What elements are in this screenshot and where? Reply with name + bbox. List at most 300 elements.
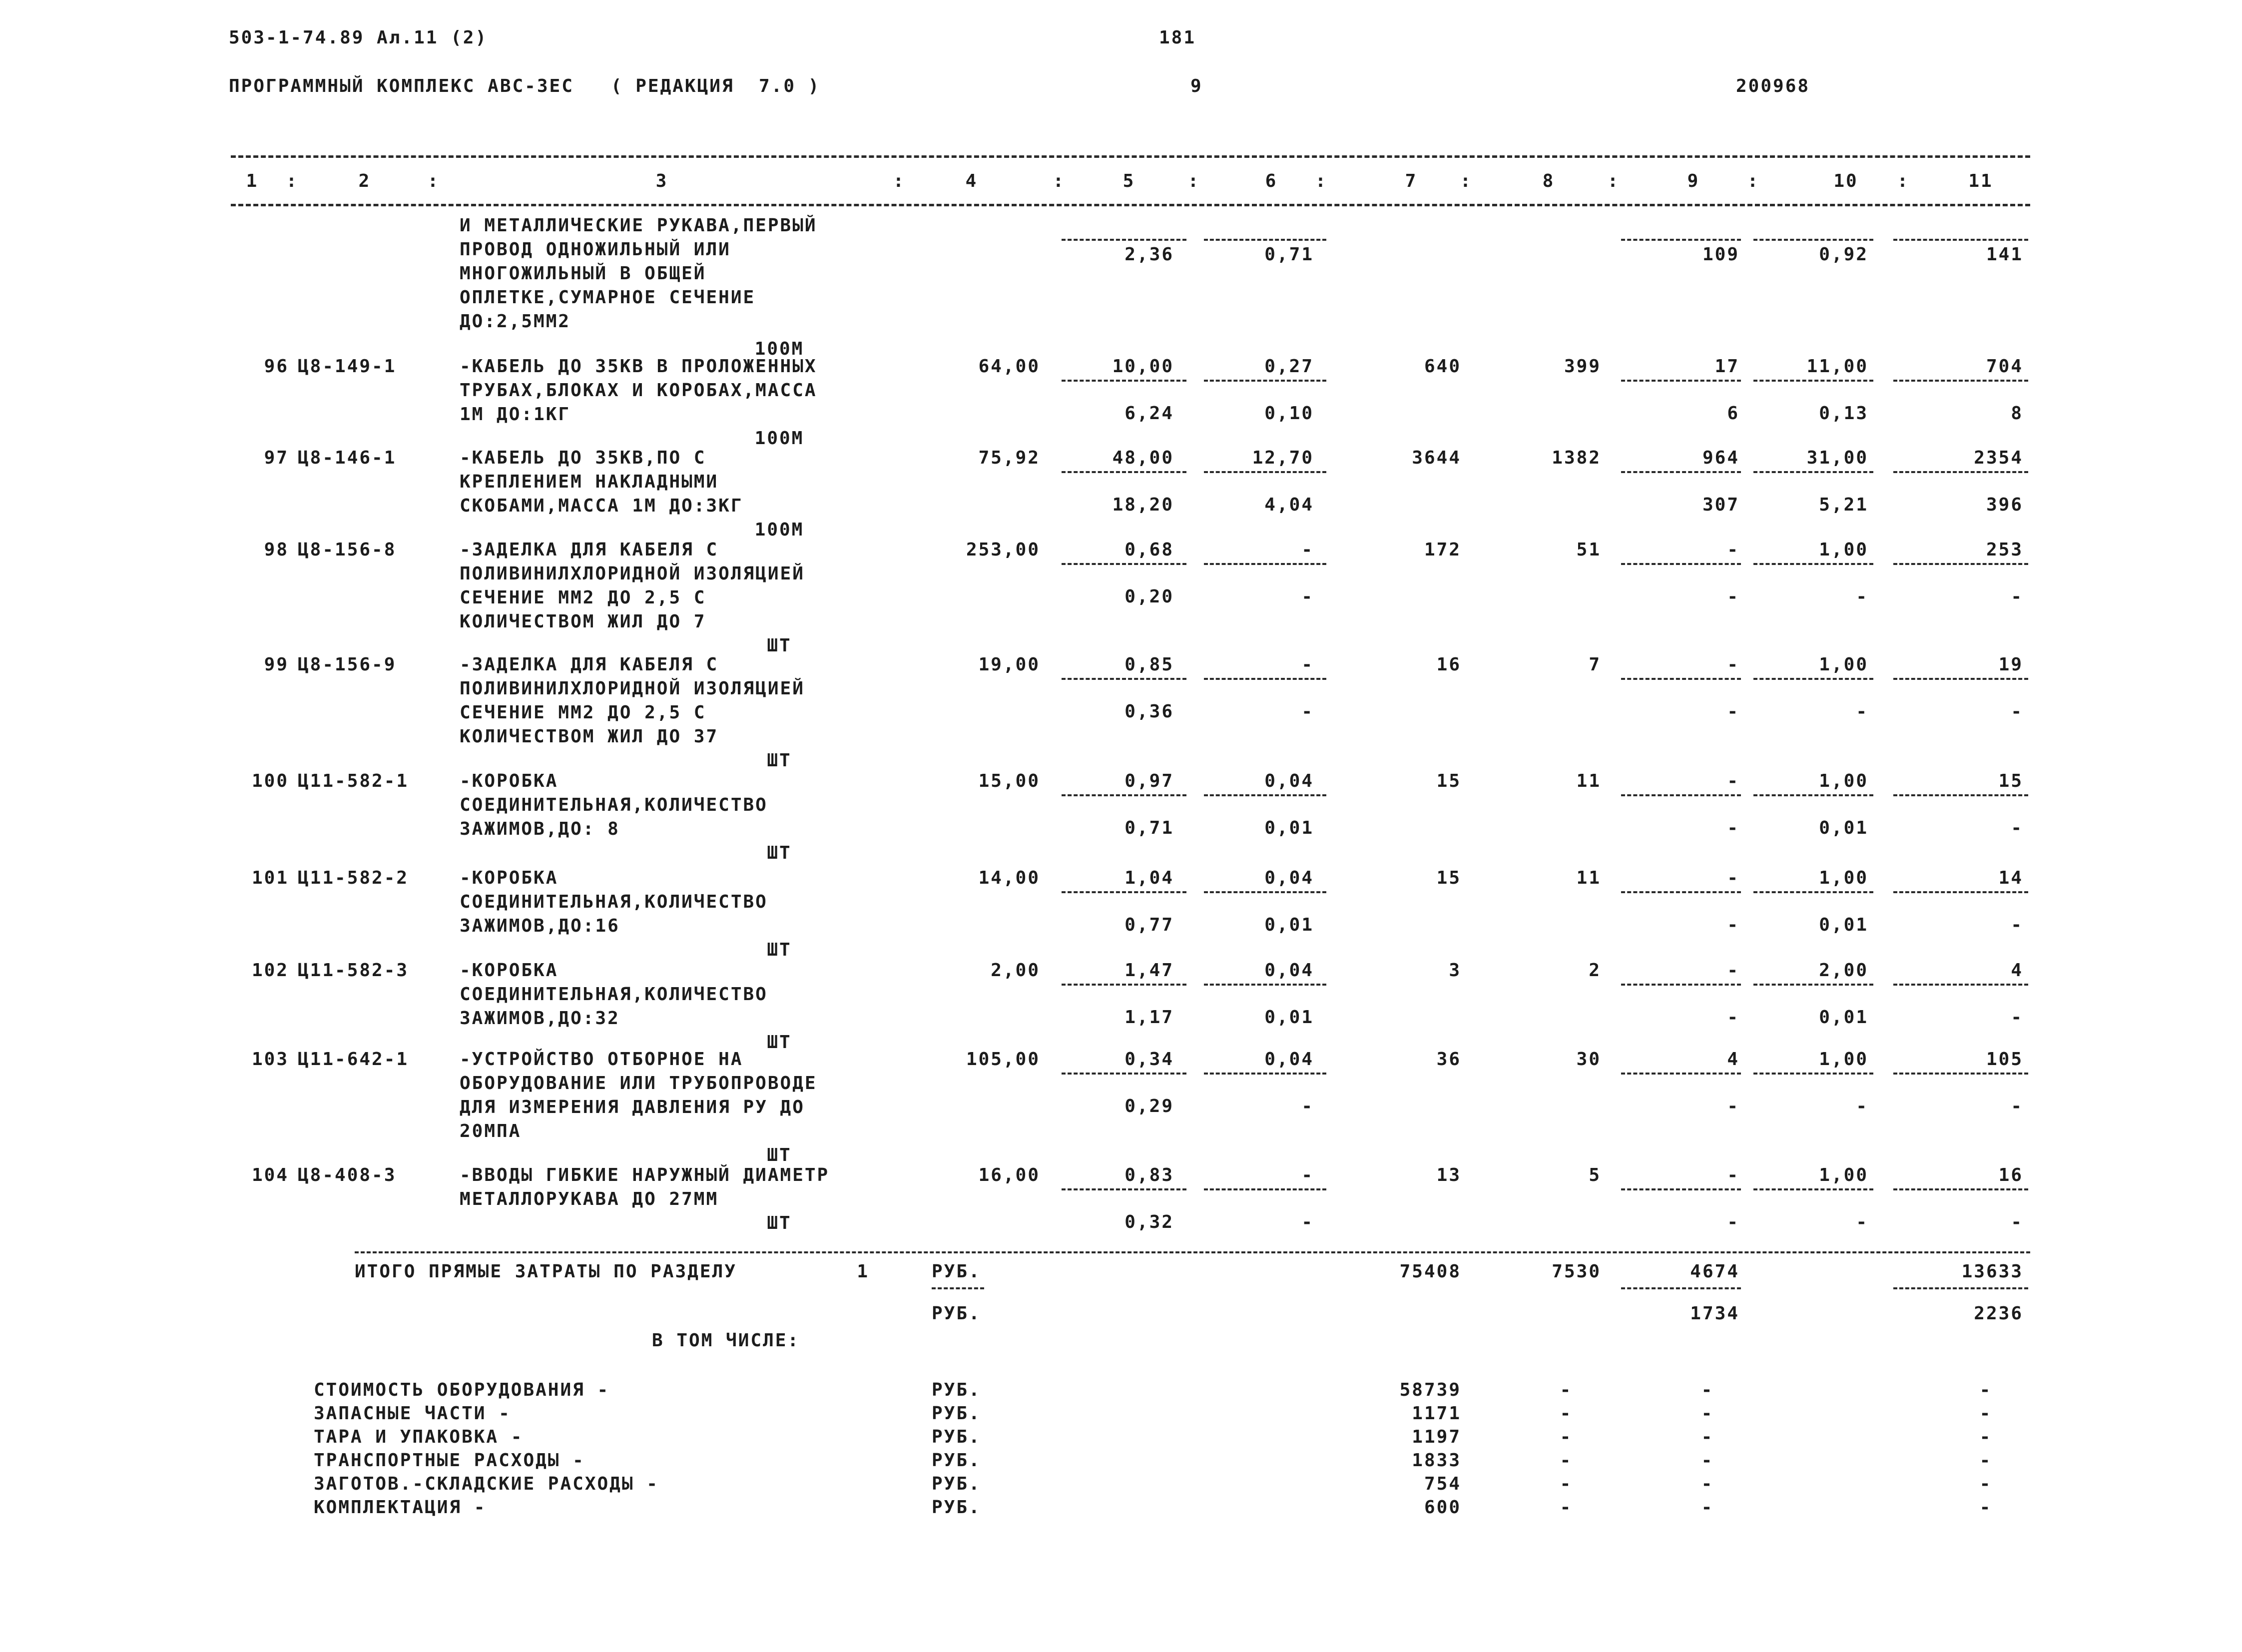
- value-col-10: 1,00: [1819, 654, 1868, 675]
- totals-unit-rule: [932, 1287, 984, 1289]
- section-bottom-rule: [355, 1251, 2030, 1253]
- value-col-6: 0,04: [1264, 960, 1314, 981]
- breakdown-label: СТОИМОСТЬ ОБОРУДОВАНИЯ -: [314, 1380, 610, 1400]
- subtotal-rule-col-10: [1753, 1073, 1873, 1075]
- column-separator: :: [1460, 171, 1473, 191]
- subtotal-rule-col-10: [1753, 678, 1873, 680]
- subtotal-rule-col-9: [1621, 794, 1741, 796]
- breakdown-col-11: -: [1979, 1450, 1992, 1471]
- breakdown-col-11: -: [1979, 1380, 1992, 1400]
- item-description-line: ПОЛИВИНИЛХЛОРИДНОЙ ИЗОЛЯЦИЕЙ: [460, 563, 805, 584]
- item-number: 100: [251, 771, 289, 791]
- value-col-10: 11,00: [1806, 356, 1868, 377]
- value-col-8: 2: [1589, 960, 1601, 981]
- value-col-9: -: [1727, 868, 1739, 888]
- value-col-11: 105: [1986, 1049, 2023, 1070]
- secondary-value-col-9: -: [1727, 586, 1739, 607]
- subtotal-rule-col-6: [1204, 563, 1326, 565]
- value-col-8: 51: [1576, 540, 1601, 560]
- unit-of-measure: ШТ: [767, 750, 792, 771]
- secondary-value-col-6: 0,10: [1264, 403, 1314, 424]
- subtotal-rule-col-5: [1062, 380, 1186, 382]
- value-col-8: 5: [1589, 1165, 1601, 1185]
- secondary-value-col-10: 0,92: [1819, 244, 1868, 265]
- secondary-value-col-10: 0,01: [1819, 1007, 1868, 1028]
- item-description-line: СОЕДИНИТЕЛЬНАЯ,КОЛИЧЕСТВО: [460, 795, 768, 815]
- value-col-11: 704: [1986, 356, 2023, 377]
- subtotal-rule-col-11: [1893, 1073, 2028, 1075]
- totals-col-8: 7530: [1552, 1261, 1601, 1282]
- breakdown-col-11: -: [1979, 1403, 1992, 1424]
- item-code: Ц8-146-1: [298, 448, 397, 468]
- column-separator: :: [1747, 171, 1760, 191]
- item-number: 103: [251, 1049, 289, 1070]
- secondary-value-col-6: 0,71: [1264, 244, 1314, 265]
- breakdown-label: КОМПЛЕКТАЦИЯ -: [314, 1497, 487, 1518]
- subtotal-rule-col-5: [1062, 891, 1186, 893]
- unit-of-measure: 100М: [754, 520, 804, 540]
- item-code: Ц8-149-1: [298, 356, 397, 377]
- subtotal-rule-col-10: [1753, 239, 1873, 241]
- column-number-11: 11: [1968, 171, 1993, 191]
- secondary-value-col-5: 0,20: [1124, 586, 1174, 607]
- value-col-4: 15,00: [978, 771, 1040, 791]
- secondary-value-col-5: 1,17: [1124, 1007, 1174, 1028]
- secondary-value-col-11: 396: [1986, 495, 2023, 515]
- including-title: В ТОМ ЧИСЛЕ:: [652, 1330, 800, 1351]
- value-col-6: 12,70: [1252, 448, 1314, 468]
- subtotal-rule-col-9: [1621, 891, 1741, 893]
- value-col-10: 1,00: [1819, 540, 1868, 560]
- secondary-value-col-9: -: [1727, 1007, 1739, 1028]
- value-col-4: 64,00: [978, 356, 1040, 377]
- secondary-value-col-9: 109: [1702, 244, 1739, 265]
- secondary-value-col-6: -: [1301, 1212, 1314, 1232]
- section-number: 9: [1190, 76, 1203, 96]
- secondary-value-col-6: -: [1301, 701, 1314, 722]
- breakdown-label: ЗАПАСНЫЕ ЧАСТИ -: [314, 1403, 511, 1424]
- item-description-line: -УСТРОЙСТВО ОТБОРНОЕ НА: [460, 1049, 743, 1070]
- column-number-8: 8: [1542, 171, 1555, 191]
- column-separator: :: [1897, 171, 1910, 191]
- value-col-7: 36: [1436, 1049, 1461, 1070]
- item-description-line: КОЛИЧЕСТВОМ ЖИЛ ДО 7: [460, 611, 706, 632]
- breakdown-col-11: -: [1979, 1474, 1992, 1494]
- breakdown-col-7: 58739: [1399, 1380, 1461, 1400]
- value-col-4: 2,00: [991, 960, 1040, 981]
- item-description-line: СЕЧЕНИЕ ММ2 ДО 2,5 С: [460, 702, 706, 723]
- item-number: 97: [264, 448, 289, 468]
- item-description-line: ЗАЖИМОВ,ДО:32: [460, 1008, 620, 1029]
- item-description-line: СЕЧЕНИЕ ММ2 ДО 2,5 С: [460, 587, 706, 608]
- secondary-value-col-10: 0,13: [1819, 403, 1868, 424]
- column-number-2: 2: [358, 171, 371, 191]
- secondary-value-col-10: 5,21: [1819, 495, 1868, 515]
- value-col-7: 172: [1424, 540, 1461, 560]
- subtotal-rule-col-5: [1062, 1188, 1186, 1190]
- subtotal-rule-col-6: [1204, 984, 1326, 986]
- value-col-9: -: [1727, 1165, 1739, 1185]
- subtotal-rule-col-6: [1204, 239, 1326, 241]
- item-description-line: ЗАЖИМОВ,ДО:16: [460, 916, 620, 936]
- column-number-4: 4: [965, 171, 978, 191]
- item-description-line: -КОРОБКА: [460, 868, 559, 888]
- value-col-9: -: [1727, 654, 1739, 675]
- secondary-value-col-5: 0,71: [1124, 818, 1174, 838]
- value-col-5: 1,04: [1124, 868, 1174, 888]
- subtotal-rule-col-5: [1062, 563, 1186, 565]
- secondary-value-col-9: -: [1727, 1096, 1739, 1116]
- value-col-5: 10,00: [1112, 356, 1174, 377]
- item-description-line: -ЗАДЕЛКА ДЛЯ КАБЕЛЯ С: [460, 540, 719, 560]
- secondary-value-col-5: 0,32: [1124, 1212, 1174, 1232]
- value-col-5: 48,00: [1112, 448, 1174, 468]
- secondary-value-col-6: 4,04: [1264, 495, 1314, 515]
- item-description-line: И МЕТАЛЛИЧЕСКИЕ РУКАВА,ПЕРВЫЙ: [460, 215, 817, 236]
- value-col-6: 0,04: [1264, 1049, 1314, 1070]
- value-col-5: 0,85: [1124, 654, 1174, 675]
- secondary-value-col-9: -: [1727, 701, 1739, 722]
- item-code: Ц8-408-3: [298, 1165, 397, 1185]
- subtotal-rule-col-11: [1893, 891, 2028, 893]
- value-col-4: 14,00: [978, 868, 1040, 888]
- item-description-line: СОЕДИНИТЕЛЬНАЯ,КОЛИЧЕСТВО: [460, 984, 768, 1005]
- value-col-4: 105,00: [966, 1049, 1040, 1070]
- secondary-value-col-6: 0,01: [1264, 818, 1314, 838]
- page-number: 181: [1159, 27, 1196, 48]
- breakdown-col-8: -: [1560, 1380, 1573, 1400]
- value-col-7: 640: [1424, 356, 1461, 377]
- item-description-line: ОПЛЕТКЕ,СУМАРНОЕ СЕЧЕНИЕ: [460, 287, 756, 308]
- secondary-value-col-5: 2,36: [1124, 244, 1174, 265]
- subtotal-rule-col-11: [1893, 239, 2028, 241]
- secondary-value-col-6: -: [1301, 586, 1314, 607]
- item-description-line: -КАБЕЛЬ ДО 35КВ,ПО С: [460, 448, 706, 468]
- item-description-line: ЗАЖИМОВ,ДО: 8: [460, 819, 620, 839]
- subtotal-rule-col-9: [1621, 678, 1741, 680]
- value-col-7: 13: [1436, 1165, 1461, 1185]
- secondary-value-col-5: 18,20: [1112, 495, 1174, 515]
- item-description-line: 1М ДО:1КГ: [460, 404, 571, 425]
- breakdown-col-7: 1171: [1412, 1403, 1461, 1424]
- subtotal-rule-col-10: [1753, 563, 1873, 565]
- value-col-9: 964: [1702, 448, 1739, 468]
- item-description-line: ДО:2,5ММ2: [460, 311, 571, 332]
- subtotal-rule-col-5: [1062, 471, 1186, 473]
- subtotal-rule-col-11: [1893, 1188, 2028, 1190]
- document-reference: 503-1-74.89 Ал.11 (2): [229, 27, 488, 48]
- item-description-line: -КОРОБКА: [460, 960, 559, 981]
- column-separator: :: [1607, 171, 1620, 191]
- item-description-line: ДЛЯ ИЗМЕРЕНИЯ ДАВЛЕНИЯ РУ ДО: [460, 1097, 805, 1117]
- value-col-11: 16: [1998, 1165, 2023, 1185]
- column-number-1: 1: [246, 171, 259, 191]
- value-col-8: 30: [1576, 1049, 1601, 1070]
- breakdown-col-9: -: [1701, 1403, 1714, 1424]
- value-col-9: -: [1727, 771, 1739, 791]
- value-col-6: -: [1301, 654, 1314, 675]
- breakdown-label: ТРАНСПОРТНЫЕ РАСХОДЫ -: [314, 1450, 585, 1471]
- item-description-line: -КАБЕЛЬ ДО 35КВ В ПРОЛОЖЕННЫХ: [460, 356, 817, 377]
- totals-unit: РУБ.: [932, 1261, 981, 1282]
- item-code: Ц11-582-2: [298, 868, 409, 888]
- column-separator: :: [1053, 171, 1066, 191]
- value-col-11: 19: [1998, 654, 2023, 675]
- unit-of-measure: 100М: [754, 428, 804, 449]
- value-col-10: 31,00: [1806, 448, 1868, 468]
- value-col-11: 253: [1986, 540, 2023, 560]
- column-separator: :: [1187, 171, 1200, 191]
- item-code: Ц11-582-1: [298, 771, 409, 791]
- subtotal-rule-col-9: [1621, 239, 1741, 241]
- item-description-line: -ЗАДЕЛКА ДЛЯ КАБЕЛЯ С: [460, 654, 719, 675]
- item-description-line: -ВВОДЫ ГИБКИЕ НАРУЖНЫЙ ДИАМЕТР: [460, 1165, 830, 1185]
- item-description-line: МЕТАЛЛОРУКАВА ДО 27ММ: [460, 1189, 719, 1209]
- breakdown-col-7: 1833: [1412, 1450, 1461, 1471]
- value-col-4: 16,00: [978, 1165, 1040, 1185]
- secondary-value-col-6: -: [1301, 1096, 1314, 1116]
- totals-col-7: 75408: [1399, 1261, 1461, 1282]
- subtotal-rule-col-10: [1753, 380, 1873, 382]
- value-col-8: 1382: [1552, 448, 1601, 468]
- breakdown-label: ЗАГОТОВ.-СКЛАДСКИЕ РАСХОДЫ -: [314, 1474, 659, 1494]
- secondary-value-col-11: -: [2011, 1096, 2023, 1116]
- secondary-value-col-10: -: [1856, 701, 1868, 722]
- unit-of-measure: ШТ: [767, 1213, 792, 1233]
- item-description-line: СОЕДИНИТЕЛЬНАЯ,КОЛИЧЕСТВО: [460, 892, 768, 912]
- column-separator: :: [427, 171, 440, 191]
- subtotal-rule-col-10: [1753, 1188, 1873, 1190]
- unit-of-measure: ШТ: [767, 1145, 792, 1165]
- subtotal-rule-col-10: [1753, 891, 1873, 893]
- subtotal-rule-col-6: [1204, 471, 1326, 473]
- secondary-value-col-10: 0,01: [1819, 915, 1868, 935]
- totals-col-11: 13633: [1961, 1261, 2023, 1282]
- totals-col-9-rule: [1621, 1287, 1741, 1289]
- breakdown-unit: РУБ.: [932, 1474, 981, 1494]
- secondary-value-col-6: 0,01: [1264, 915, 1314, 935]
- unit-of-measure: ШТ: [767, 940, 792, 960]
- item-description-line: КРЕПЛЕНИЕМ НАКЛАДНЫМИ: [460, 472, 719, 492]
- value-col-5: 0,83: [1124, 1165, 1174, 1185]
- subtotal-rule-col-5: [1062, 794, 1186, 796]
- subtotal-rule-col-11: [1893, 678, 2028, 680]
- value-col-11: 2354: [1974, 448, 2023, 468]
- breakdown-col-7: 754: [1424, 1474, 1461, 1494]
- value-col-6: -: [1301, 1165, 1314, 1185]
- secondary-value-col-10: -: [1856, 1212, 1868, 1232]
- value-col-7: 3: [1449, 960, 1461, 981]
- secondary-value-col-9: 307: [1702, 495, 1739, 515]
- value-col-4: 75,92: [978, 448, 1040, 468]
- value-col-6: -: [1301, 540, 1314, 560]
- breakdown-label: ТАРА И УПАКОВКА -: [314, 1427, 524, 1447]
- value-col-7: 15: [1436, 868, 1461, 888]
- value-col-5: 0,34: [1124, 1049, 1174, 1070]
- totals-col-11-secondary: 2236: [1974, 1303, 2023, 1324]
- value-col-5: 1,47: [1124, 960, 1174, 981]
- value-col-10: 1,00: [1819, 771, 1868, 791]
- secondary-value-col-11: -: [2011, 1007, 2023, 1028]
- breakdown-col-9: -: [1701, 1497, 1714, 1518]
- value-col-8: 399: [1564, 356, 1601, 377]
- item-number: 102: [251, 960, 289, 981]
- subtotal-rule-col-9: [1621, 1188, 1741, 1190]
- column-separator: :: [1315, 171, 1328, 191]
- item-code: Ц11-582-3: [298, 960, 409, 981]
- item-description-line: ТРУБАХ,БЛОКАХ И КОРОБАХ,МАССА: [460, 380, 817, 401]
- item-number: 104: [251, 1165, 289, 1185]
- breakdown-unit: РУБ.: [932, 1497, 981, 1518]
- breakdown-col-7: 600: [1424, 1497, 1461, 1518]
- subtotal-rule-col-9: [1621, 380, 1741, 382]
- item-description-line: МНОГОЖИЛЬНЫЙ В ОБЩЕЙ: [460, 263, 706, 284]
- program-code: 200968: [1736, 76, 1810, 96]
- breakdown-col-11: -: [1979, 1427, 1992, 1447]
- subtotal-rule-col-6: [1204, 1188, 1326, 1190]
- breakdown-col-8: -: [1560, 1474, 1573, 1494]
- breakdown-col-7: 1197: [1412, 1427, 1461, 1447]
- item-number: 96: [264, 356, 289, 377]
- secondary-value-col-9: 6: [1727, 403, 1739, 424]
- subtotal-rule-col-6: [1204, 1073, 1326, 1075]
- secondary-value-col-11: -: [2011, 915, 2023, 935]
- value-col-7: 16: [1436, 654, 1461, 675]
- secondary-value-col-5: 0,77: [1124, 915, 1174, 935]
- secondary-value-col-9: -: [1727, 1212, 1739, 1232]
- secondary-value-col-5: 6,24: [1124, 403, 1174, 424]
- secondary-value-col-11: -: [2011, 818, 2023, 838]
- item-description-line: ПРОВОД ОДНОЖИЛЬНЫЙ ИЛИ: [460, 239, 731, 260]
- value-col-8: 11: [1576, 771, 1601, 791]
- item-description-line: СКОБАМИ,МАССА 1М ДО:3КГ: [460, 496, 743, 516]
- secondary-value-col-11: -: [2011, 586, 2023, 607]
- subtotal-rule-col-9: [1621, 563, 1741, 565]
- breakdown-col-9: -: [1701, 1380, 1714, 1400]
- value-col-4: 19,00: [978, 654, 1040, 675]
- subtotal-rule-col-9: [1621, 471, 1741, 473]
- subtotal-rule-col-6: [1204, 891, 1326, 893]
- value-col-9: -: [1727, 540, 1739, 560]
- column-number-9: 9: [1687, 171, 1700, 191]
- subtotal-rule-col-6: [1204, 678, 1326, 680]
- secondary-value-col-5: 0,29: [1124, 1096, 1174, 1116]
- column-number-6: 6: [1265, 171, 1278, 191]
- value-col-11: 14: [1998, 868, 2023, 888]
- value-col-4: 253,00: [966, 540, 1040, 560]
- totals-col-11-rule: [1893, 1287, 2028, 1289]
- subtotal-rule-col-5: [1062, 1073, 1186, 1075]
- column-number-10: 10: [1833, 171, 1858, 191]
- subtotal-rule-col-9: [1621, 984, 1741, 986]
- item-description-line: 20МПА: [460, 1121, 522, 1141]
- value-col-11: 4: [2011, 960, 2023, 981]
- value-col-7: 15: [1436, 771, 1461, 791]
- item-number: 101: [251, 868, 289, 888]
- secondary-value-col-5: 0,36: [1124, 701, 1174, 722]
- column-number-7: 7: [1405, 171, 1418, 191]
- subtotal-rule-col-11: [1893, 563, 2028, 565]
- subtotal-rule-col-6: [1204, 794, 1326, 796]
- value-col-5: 0,68: [1124, 540, 1174, 560]
- breakdown-col-11: -: [1979, 1497, 1992, 1518]
- subtotal-rule-col-5: [1062, 984, 1186, 986]
- item-description-line: КОЛИЧЕСТВОМ ЖИЛ ДО 37: [460, 726, 719, 747]
- column-number-3: 3: [655, 171, 668, 191]
- value-col-10: 1,00: [1819, 868, 1868, 888]
- value-col-10: 1,00: [1819, 1165, 1868, 1185]
- subtotal-rule-col-11: [1893, 471, 2028, 473]
- item-number: 99: [264, 654, 289, 675]
- totals-col-9-secondary: 1734: [1690, 1303, 1739, 1324]
- totals-label: ИТОГО ПРЯМЫЕ ЗАТРАТЫ ПО РАЗДЕЛУ: [355, 1261, 737, 1282]
- secondary-value-col-9: -: [1727, 818, 1739, 838]
- breakdown-col-8: -: [1560, 1450, 1573, 1471]
- unit-of-measure: 100М: [754, 339, 804, 359]
- breakdown-unit: РУБ.: [932, 1427, 981, 1447]
- secondary-value-col-6: 0,01: [1264, 1007, 1314, 1028]
- breakdown-col-9: -: [1701, 1474, 1714, 1494]
- item-code: Ц8-156-9: [298, 654, 397, 675]
- breakdown-col-8: -: [1560, 1403, 1573, 1424]
- subtotal-rule-col-5: [1062, 678, 1186, 680]
- subtotal-rule-col-9: [1621, 1073, 1741, 1075]
- table-top-rule: [231, 155, 2030, 158]
- breakdown-col-8: -: [1560, 1497, 1573, 1518]
- breakdown-col-9: -: [1701, 1427, 1714, 1447]
- breakdown-unit: РУБ.: [932, 1403, 981, 1424]
- secondary-value-col-11: -: [2011, 701, 2023, 722]
- totals-section-number: 1: [857, 1261, 869, 1282]
- secondary-value-col-11: 8: [2011, 403, 2023, 424]
- breakdown-col-9: -: [1701, 1450, 1714, 1471]
- value-col-9: -: [1727, 960, 1739, 981]
- totals-col-9: 4674: [1690, 1261, 1739, 1282]
- breakdown-unit: РУБ.: [932, 1450, 981, 1471]
- item-code: Ц11-642-1: [298, 1049, 409, 1070]
- secondary-value-col-10: -: [1856, 586, 1868, 607]
- subtotal-rule-col-5: [1062, 239, 1186, 241]
- item-description-line: ОБОРУДОВАНИЕ ИЛИ ТРУБОПРОВОДЕ: [460, 1073, 817, 1094]
- subtotal-rule-col-6: [1204, 380, 1326, 382]
- value-col-6: 0,04: [1264, 868, 1314, 888]
- value-col-6: 0,27: [1264, 356, 1314, 377]
- value-col-8: 7: [1589, 654, 1601, 675]
- value-col-9: 4: [1727, 1049, 1739, 1070]
- column-separator: :: [893, 171, 906, 191]
- column-header-rule: [231, 204, 2030, 206]
- subtotal-rule-col-11: [1893, 794, 2028, 796]
- subtotal-rule-col-10: [1753, 794, 1873, 796]
- column-separator: :: [286, 171, 299, 191]
- value-col-9: 17: [1714, 356, 1739, 377]
- value-col-10: 1,00: [1819, 1049, 1868, 1070]
- value-col-6: 0,04: [1264, 771, 1314, 791]
- item-code: Ц8-156-8: [298, 540, 397, 560]
- breakdown-col-8: -: [1560, 1427, 1573, 1447]
- secondary-value-col-11: -: [2011, 1212, 2023, 1232]
- totals-unit-secondary: РУБ.: [932, 1303, 981, 1324]
- subtotal-rule-col-11: [1893, 984, 2028, 986]
- secondary-value-col-9: -: [1727, 915, 1739, 935]
- secondary-value-col-10: -: [1856, 1096, 1868, 1116]
- unit-of-measure: ШТ: [767, 635, 792, 656]
- item-description-line: -КОРОБКА: [460, 771, 559, 791]
- unit-of-measure: ШТ: [767, 843, 792, 863]
- subtotal-rule-col-10: [1753, 471, 1873, 473]
- value-col-8: 11: [1576, 868, 1601, 888]
- item-description-line: ПОЛИВИНИЛХЛОРИДНОЙ ИЗОЛЯЦИЕЙ: [460, 678, 805, 699]
